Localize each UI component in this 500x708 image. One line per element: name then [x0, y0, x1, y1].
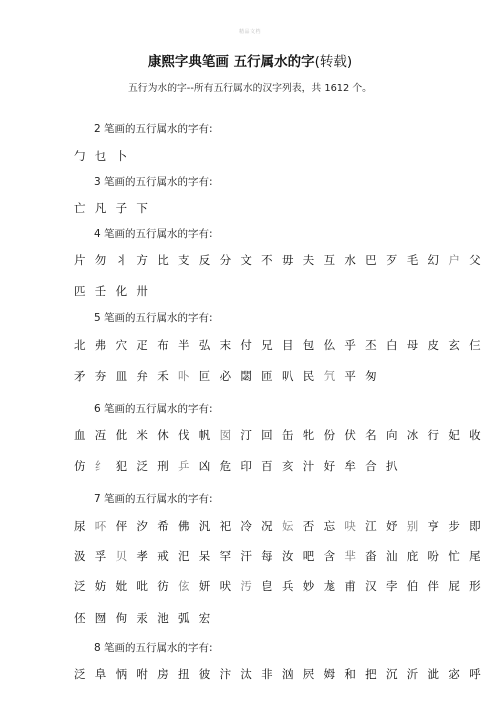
character: 行: [427, 428, 440, 442]
character: 丬: [115, 253, 128, 267]
character: 仳: [115, 428, 128, 442]
character: 夫: [302, 253, 315, 267]
character-row: [74, 148, 136, 164]
character: 牟: [344, 459, 356, 473]
character: 牝: [302, 428, 315, 442]
character: 即: [469, 519, 481, 533]
character: 文: [240, 253, 252, 267]
character: 北: [74, 338, 86, 352]
character: 汹: [281, 667, 294, 681]
character: 比: [157, 253, 169, 267]
character: 泚: [427, 667, 440, 681]
character: 百: [261, 459, 273, 473]
character: 忘: [323, 519, 336, 533]
character: 甫: [344, 579, 356, 593]
character-row: [74, 252, 490, 268]
character: 兄: [261, 338, 273, 352]
character: 犯: [115, 459, 128, 473]
character: 毛: [406, 253, 419, 267]
character: 伏: [344, 428, 356, 442]
character: 矛: [74, 369, 86, 383]
section-heading: 8 笔画的五行属水的字有:: [94, 642, 213, 654]
character: 汐: [136, 519, 148, 533]
character: 民: [302, 369, 315, 383]
character: 米: [136, 428, 148, 442]
character: 汕: [385, 549, 398, 563]
character: 屄: [302, 667, 315, 681]
character: 尾: [469, 549, 481, 563]
character: 方: [136, 253, 148, 267]
character: 弁: [136, 369, 148, 383]
character: 皿: [115, 369, 128, 383]
character: 汗: [240, 549, 252, 563]
character: 吡: [136, 579, 148, 593]
character: 池: [157, 611, 169, 625]
character-row: [74, 337, 490, 353]
character: 汚: [240, 579, 252, 593]
character: 平: [344, 369, 356, 383]
character: 庇: [406, 549, 419, 563]
section-heading: 7 笔画的五行属水的字有:: [94, 493, 213, 505]
character: 冱: [94, 428, 107, 442]
character: 阜: [94, 667, 107, 681]
character: 冷: [240, 519, 252, 533]
character: 合: [365, 459, 377, 473]
character: 休: [157, 428, 169, 442]
character: 皀: [261, 579, 273, 593]
character: 凡: [94, 201, 107, 215]
character: 贝: [115, 549, 128, 563]
character: 希: [157, 519, 169, 533]
character: 畓: [365, 549, 377, 563]
character: 泛: [136, 459, 148, 473]
character: 下: [136, 201, 148, 215]
character: 囡: [219, 428, 232, 442]
character: 别: [406, 519, 419, 533]
character: 巴: [365, 253, 377, 267]
character: 形: [469, 579, 481, 593]
character: 支: [177, 253, 190, 267]
character: 叵: [198, 369, 211, 383]
character: 匹: [74, 284, 86, 298]
character: 幻: [427, 253, 440, 267]
character: 扒: [385, 459, 398, 473]
character: 伯: [406, 579, 419, 593]
character: 不: [261, 253, 273, 267]
character: 穴: [115, 338, 128, 352]
character-row: [74, 610, 220, 626]
character: 呆: [198, 549, 211, 563]
title-text: 康熙字典笔画 五行属水的字: [147, 54, 315, 70]
character: 母: [406, 338, 419, 352]
character: 汰: [240, 667, 252, 681]
character-row: [74, 427, 490, 443]
character: 皮: [427, 338, 440, 352]
character: 匆: [365, 369, 377, 383]
section-heading: 6 笔画的五行属水的字有:: [94, 403, 213, 415]
character-row: [74, 518, 490, 534]
character: 互: [323, 253, 336, 267]
character: 吧: [302, 549, 315, 563]
character: 汁: [302, 459, 315, 473]
character: 弗: [94, 338, 107, 352]
section-heading: 2 笔画的五行属水的字有:: [94, 123, 213, 135]
section-heading: 3 笔画的五行属水的字有:: [94, 176, 213, 188]
character: 血: [74, 428, 86, 442]
character: 名: [365, 428, 377, 442]
character: 分: [219, 253, 232, 267]
watermark: 精品文档: [238, 29, 261, 35]
character: 和: [344, 667, 356, 681]
character: 缶: [281, 428, 294, 442]
character: 尨: [323, 579, 336, 593]
character: 户: [448, 253, 460, 267]
character: 咐: [136, 667, 148, 681]
character: 伭: [177, 579, 190, 593]
character: 含: [323, 549, 336, 563]
character-row: [74, 548, 490, 564]
character: 收: [469, 428, 481, 442]
character: 房: [157, 667, 169, 681]
character: 汀: [240, 428, 252, 442]
character: 兵: [281, 579, 294, 593]
character: 父: [469, 253, 481, 267]
character: 罕: [219, 549, 232, 563]
character: 弘: [198, 338, 211, 352]
character: 片: [74, 253, 86, 267]
character-row: [74, 283, 157, 299]
character: 子: [115, 201, 128, 215]
character: 妃: [448, 428, 460, 442]
character: 夯: [94, 369, 107, 383]
character: 水: [344, 253, 356, 267]
character: 泛: [74, 579, 86, 593]
character: 氕: [323, 369, 336, 383]
character: 叭: [281, 369, 294, 383]
character: 孚: [94, 549, 107, 563]
character: 帆: [198, 428, 211, 442]
character: 末: [219, 338, 232, 352]
character: 汉: [365, 579, 377, 593]
character: 尿: [74, 519, 86, 533]
character: 毋: [281, 253, 294, 267]
character: 份: [323, 428, 336, 442]
character: 妤: [385, 519, 398, 533]
character: 沉: [385, 667, 398, 681]
character-row: [74, 368, 386, 384]
character: 彼: [198, 667, 211, 681]
character-row: [74, 666, 490, 682]
character: 汴: [219, 667, 232, 681]
character: 歹: [385, 253, 398, 267]
character: 沂: [406, 667, 419, 681]
character: 仫: [323, 338, 336, 352]
character: 姆: [323, 667, 336, 681]
character: 妘: [281, 519, 294, 533]
character: 仨: [469, 338, 481, 352]
character: 宓: [448, 667, 460, 681]
character: 忙: [448, 549, 460, 563]
character: 亥: [281, 459, 294, 473]
character: 宏: [198, 611, 211, 625]
character: 芈: [344, 549, 356, 563]
character: 汞: [136, 611, 148, 625]
character: 否: [302, 519, 315, 533]
character: 汲: [74, 549, 86, 563]
character: 疋: [136, 338, 148, 352]
character: 戒: [157, 549, 169, 563]
character: 必: [219, 369, 232, 383]
character: 把: [365, 667, 377, 681]
character: 况: [261, 519, 273, 533]
character: 好: [323, 459, 336, 473]
character: 步: [448, 519, 460, 533]
character: 纟: [94, 459, 107, 473]
character-row: [74, 578, 490, 594]
character: 白: [385, 338, 398, 352]
character: 佛: [177, 519, 190, 533]
character: 半: [177, 338, 190, 352]
character: 目: [281, 338, 294, 352]
character: 吠: [219, 579, 232, 593]
page-title: [0, 50, 500, 70]
character: 彷: [157, 579, 169, 593]
character: 勹: [74, 149, 86, 163]
character: 伴: [427, 579, 440, 593]
character: 汜: [177, 549, 190, 563]
character: 危: [219, 459, 232, 473]
character: 囫: [94, 611, 107, 625]
character: 冰: [406, 428, 419, 442]
character: 妨: [94, 579, 107, 593]
character: 禾: [157, 369, 169, 383]
character: 仿: [74, 459, 86, 473]
character: 回: [261, 428, 273, 442]
character: 汎: [198, 519, 211, 533]
character: 布: [157, 338, 169, 352]
character: 妍: [198, 579, 211, 593]
character: 包: [302, 338, 315, 352]
character: 佝: [115, 611, 128, 625]
character: 泛: [74, 667, 86, 681]
character: 印: [240, 459, 252, 473]
character: 卅: [136, 284, 148, 298]
character: 匝: [261, 369, 273, 383]
character: 壬: [94, 284, 107, 298]
character: 祀: [219, 519, 232, 533]
section-heading: 4 笔画的五行属水的字有:: [94, 228, 213, 240]
character: 乎: [344, 338, 356, 352]
character: 妙: [302, 579, 315, 593]
character: 亨: [427, 519, 440, 533]
character: 妣: [115, 579, 128, 593]
character: 吩: [427, 549, 440, 563]
character: 汝: [281, 549, 294, 563]
character: 丕: [365, 338, 377, 352]
character: 勿: [94, 253, 107, 267]
character: 乜: [94, 149, 107, 163]
character: 孛: [385, 579, 398, 593]
character: 扭: [177, 667, 190, 681]
character: 弧: [177, 611, 190, 625]
character: 呼: [469, 667, 481, 681]
character: 孝: [136, 549, 148, 563]
character: 反: [198, 253, 211, 267]
character: 卟: [177, 369, 190, 383]
character: 乒: [177, 459, 190, 473]
character: 吥: [94, 519, 107, 533]
character: 化: [115, 284, 128, 298]
character: 玄: [448, 338, 460, 352]
character: 吷: [344, 519, 356, 533]
character: 屁: [448, 579, 460, 593]
character: 付: [240, 338, 252, 352]
section-heading: 5 笔画的五行属水的字有:: [94, 312, 213, 324]
character: 非: [261, 667, 273, 681]
character: 向: [385, 428, 398, 442]
character: 伻: [115, 519, 128, 533]
character: 刑: [157, 459, 169, 473]
character: 卜: [115, 149, 128, 163]
character: 怲: [115, 667, 128, 681]
character: 每: [261, 549, 273, 563]
character-row: [74, 200, 157, 216]
title-paren: (转载): [314, 54, 353, 70]
character: 伾: [74, 611, 86, 625]
character: 凶: [198, 459, 211, 473]
character-row: [74, 458, 407, 474]
subtitle: 五行为水的字--所有五行属水的汉字列表，共 1612 个。: [128, 83, 372, 94]
character: 江: [365, 519, 377, 533]
character: 亡: [74, 201, 86, 215]
character: 伐: [177, 428, 190, 442]
character: 閟: [240, 369, 252, 383]
